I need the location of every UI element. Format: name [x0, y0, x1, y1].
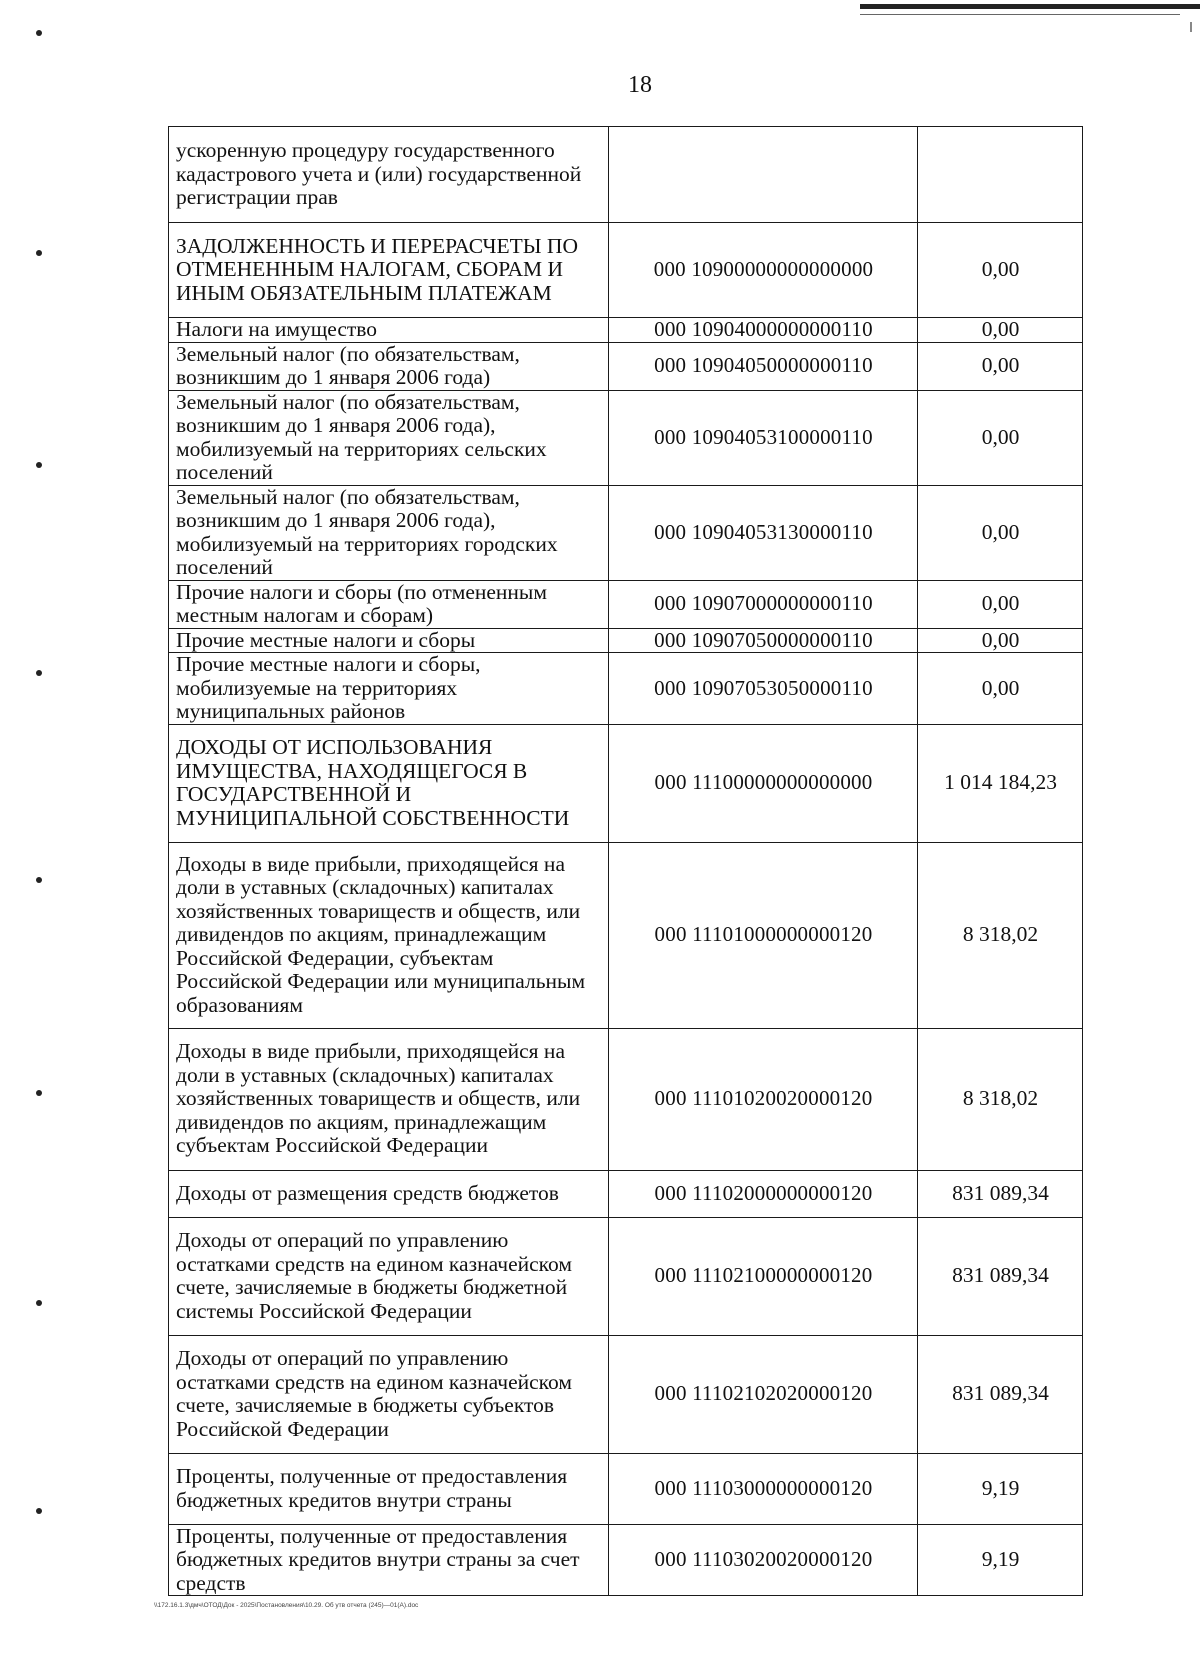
table-row — [169, 390, 1083, 485]
row-name-cell: ДОХОДЫ ОТ ИСПОЛЬЗОВАНИЯ ИМУЩЕСТВА, НАХОДЯЩЕГОСЯ В ГОСУДАРСТВЕННОЙ И МУНИЦИПАЛЬНОЙ СОБСТВЕННОСТИ — [169, 724, 609, 842]
top-border-line-thin — [860, 14, 1180, 15]
row-name-cell: Земельный налог (по обязательствам, возникшим до 1 января 2006 года) — [169, 342, 609, 390]
row-amount-cell: 0,00 — [918, 342, 1083, 390]
row-name-cell: Прочие налоги и сборы (по отмененным местным налогам и сборам) — [169, 580, 609, 628]
row-amount-cell: 0,00 — [918, 390, 1083, 485]
binding-hole-mark — [36, 250, 42, 256]
row-code-cell: 000 11101000000000120 — [609, 842, 918, 1028]
row-name-cell: Доходы от операций по управлению остатками средств на едином казначейском счете, зачисляемые в бюджеты бюджетной системы Российской Федерации — [169, 1217, 609, 1335]
row-name-cell: Прочие местные налоги и сборы, мобилизуемые на территориях муниципальных районов — [169, 653, 609, 725]
binding-hole-mark — [36, 877, 42, 883]
row-code-cell: 000 10907000000000110 — [609, 580, 918, 628]
row-code-cell: 000 10900000000000000 — [609, 223, 918, 318]
row-code-cell: 000 11102000000000120 — [609, 1170, 918, 1217]
page-number: 18 — [628, 72, 652, 98]
row-name-cell: Земельный налог (по обязательствам, возникшим до 1 января 2006 года), мобилизуемый на территориях городских поселений — [169, 485, 609, 580]
table-row — [169, 724, 1083, 842]
row-name-cell: ускоренную процедуру государственного кадастрового учета и (или) государственной регистрации прав — [169, 127, 609, 223]
table-row — [169, 127, 1083, 223]
row-code-cell: 000 10904053130000110 — [609, 485, 918, 580]
table-row — [169, 1217, 1083, 1335]
row-code-cell: 000 10907050000000110 — [609, 628, 918, 653]
row-amount-cell: 0,00 — [918, 580, 1083, 628]
row-name-cell: Прочие местные налоги и сборы — [169, 628, 609, 653]
row-name-cell: Проценты, полученные от предоставления бюджетных кредитов внутри страны — [169, 1453, 609, 1524]
row-amount-cell: 8 318,02 — [918, 842, 1083, 1028]
top-border-line — [860, 4, 1200, 9]
row-code-cell — [609, 127, 918, 223]
row-amount-cell — [918, 127, 1083, 223]
row-amount-cell: 831 089,34 — [918, 1217, 1083, 1335]
row-code-cell: 000 10904053100000110 — [609, 390, 918, 485]
table-row — [169, 842, 1083, 1028]
row-amount-cell: 0,00 — [918, 318, 1083, 343]
table-row — [169, 628, 1083, 653]
table-row — [169, 1028, 1083, 1170]
document-file-path: \\172.16.1.3\дмч\ОТОД\Док - 2025\Постановления\10.29. Об утв отчета (245)—01(А).doc — [154, 1602, 419, 1609]
row-name-cell: Доходы от операций по управлению остатками средств на едином казначейском счете, зачисляемые в бюджеты субъектов Российской Федерации — [169, 1335, 609, 1453]
row-amount-cell: 9,19 — [918, 1453, 1083, 1524]
row-code-cell: 000 11102100000000120 — [609, 1217, 918, 1335]
row-amount-cell: 831 089,34 — [918, 1170, 1083, 1217]
binding-hole-mark — [36, 1090, 42, 1096]
row-code-cell: 000 11103000000000120 — [609, 1453, 918, 1524]
table-row — [169, 342, 1083, 390]
binding-hole-mark — [36, 30, 42, 36]
row-amount-cell: 0,00 — [918, 485, 1083, 580]
row-amount-cell: 0,00 — [918, 223, 1083, 318]
row-code-cell: 000 11101020020000120 — [609, 1028, 918, 1170]
table-row — [169, 1170, 1083, 1217]
row-name-cell: Доходы в виде прибыли, приходящейся на доли в уставных (складочных) капиталах хозяйственных товариществ и обществ, или дивидендов по акциям, принадлежащим Российской Федерации, субъектам Российской Федерации или муниципальным образованиям — [169, 842, 609, 1028]
row-name-cell: ЗАДОЛЖЕННОСТЬ И ПЕРЕРАСЧЕТЫ ПО ОТМЕНЕННЫМ НАЛОГАМ, СБОРАМ И ИНЫМ ОБЯЗАТЕЛЬНЫМ ПЛАТЕЖАМ — [169, 223, 609, 318]
row-name-cell: Земельный налог (по обязательствам, возникшим до 1 января 2006 года), мобилизуемый на территориях сельских поселений — [169, 390, 609, 485]
scan-edge-mark — [1190, 22, 1192, 32]
table-row — [169, 1335, 1083, 1453]
table-row — [169, 1453, 1083, 1524]
row-amount-cell: 1 014 184,23 — [918, 724, 1083, 842]
row-name-cell: Доходы от размещения средств бюджетов — [169, 1170, 609, 1217]
table-row — [169, 580, 1083, 628]
table-row — [169, 318, 1083, 343]
binding-hole-mark — [36, 1508, 42, 1514]
row-code-cell: 000 10907053050000110 — [609, 653, 918, 725]
table-row — [169, 223, 1083, 318]
row-name-cell: Проценты, полученные от предоставления бюджетных кредитов внутри страны за счет средств — [169, 1524, 609, 1596]
row-code-cell: 000 11100000000000000 — [609, 724, 918, 842]
row-code-cell: 000 10904050000000110 — [609, 342, 918, 390]
row-name-cell: Налоги на имущество — [169, 318, 609, 343]
row-amount-cell: 9,19 — [918, 1524, 1083, 1596]
table-row — [169, 653, 1083, 725]
row-code-cell: 000 11103020020000120 — [609, 1524, 918, 1596]
row-amount-cell: 8 318,02 — [918, 1028, 1083, 1170]
row-name-cell: Доходы в виде прибыли, приходящейся на доли в уставных (складочных) капиталах хозяйственных товариществ и обществ, или дивидендов по акциям, принадлежащим субъектам Российской Федерации — [169, 1028, 609, 1170]
binding-hole-mark — [36, 462, 42, 468]
row-amount-cell: 0,00 — [918, 628, 1083, 653]
binding-hole-mark — [36, 670, 42, 676]
row-code-cell: 000 10904000000000110 — [609, 318, 918, 343]
binding-hole-mark — [36, 1300, 42, 1306]
row-amount-cell: 0,00 — [918, 653, 1083, 725]
table-row — [169, 485, 1083, 580]
budget-revenue-table — [168, 126, 1083, 1596]
row-code-cell: 000 11102102020000120 — [609, 1335, 918, 1453]
table-row — [169, 1524, 1083, 1596]
row-amount-cell: 831 089,34 — [918, 1335, 1083, 1453]
